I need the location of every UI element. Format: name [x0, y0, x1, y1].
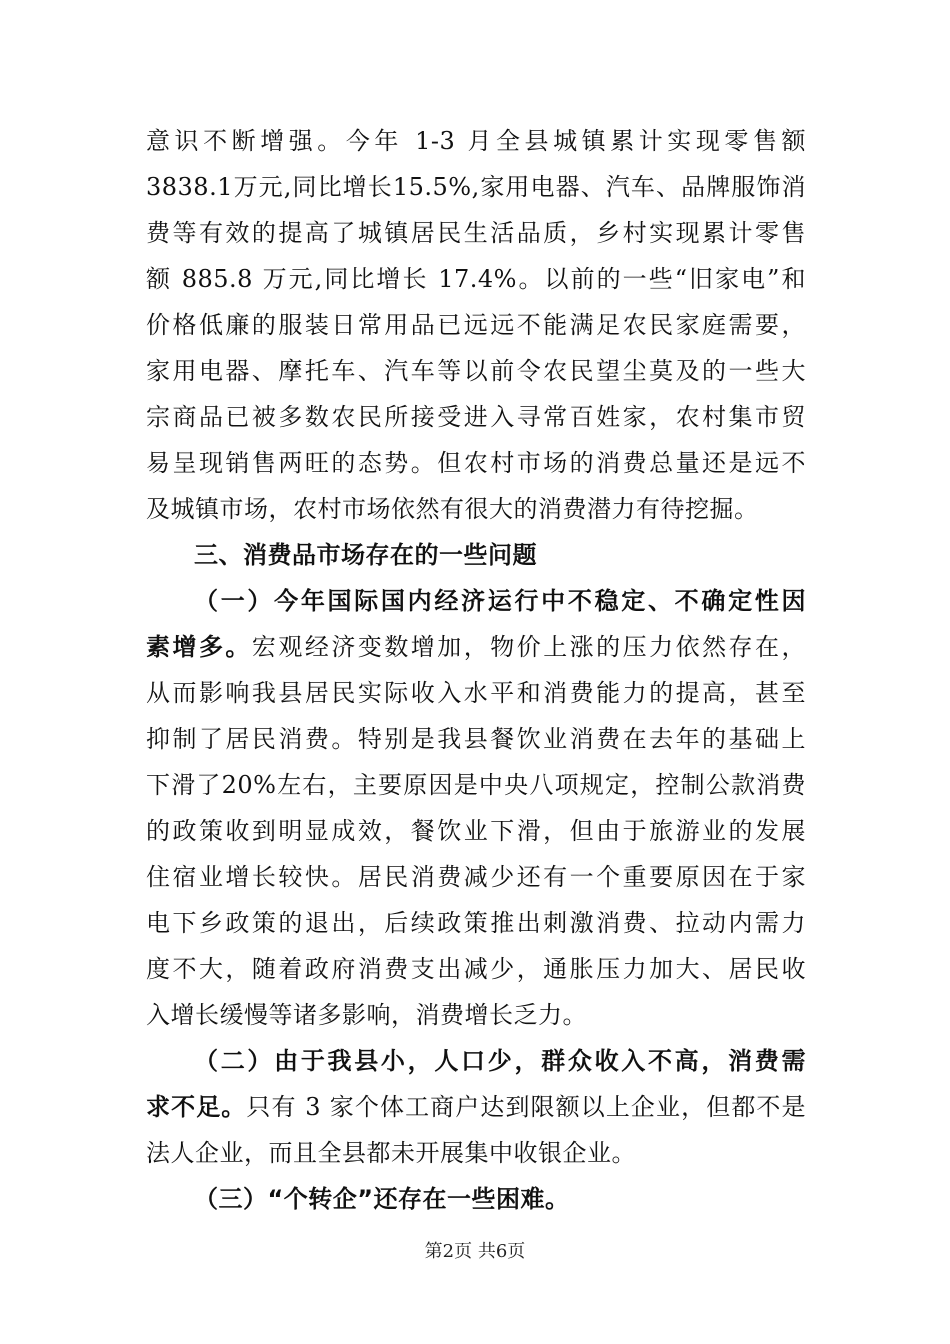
subheading-1-end: 素增多。 [146, 633, 252, 661]
paragraph-line: 度不大，随着政府消费支出减少，通胀压力加大、居民收 [146, 955, 806, 983]
page-number-footer: 第2页 共6页 [424, 1241, 526, 1262]
subheading-3: （三）“个转企”还存在一些困难。 [194, 1185, 570, 1213]
paragraph-line: 的政策收到明显成效，餐饮业下滑，但由于旅游业的发展 [146, 817, 806, 845]
paragraph-line [146, 1084, 806, 1130]
subheading-2: （二）由于我县小，人口少，群众收入不高，消费需 [194, 1047, 806, 1075]
paragraph-line: 下滑了20%左右，主要原因是中央八项规定，控制公款消费 [146, 771, 806, 799]
paragraph-line: 意识不断增强。今年 1-3 月全县城镇累计实现零售额 [146, 127, 806, 155]
paragraph-text: 只有 3 家个体工商户达到限额以上企业，但都不是 [246, 1093, 807, 1121]
paragraph-line: 额 885.8 万元,同比增长 17.4%。以前的一些“旧家电”和 [146, 265, 806, 293]
paragraph-line: 及城镇市场，农村市场依然有很大的消费潜力有待挖掘。 [146, 495, 759, 523]
subheading-2-end: 求不足。 [146, 1093, 247, 1121]
paragraph-line: 入增长缓慢等诸多影响，消费增长乏力。 [146, 1001, 587, 1029]
subheading-1: （一）今年国际国内经济运行中不稳定、不确定性因 [194, 587, 806, 615]
paragraph-line: 电下乡政策的退出，后续政策推出刺激消费、拉动内需力 [146, 909, 806, 937]
paragraph-line: 3838.1万元,同比增长15.5%,家用电器、汽车、品牌服饰消 [146, 173, 806, 201]
paragraph-line: 宗商品已被多数农民所接受进入寻常百姓家，农村集市贸 [146, 403, 806, 431]
section-heading: 三、消费品市场存在的一些问题 [194, 541, 537, 569]
paragraph-line [146, 624, 806, 670]
paragraph-line: 价格低廉的服装日常用品已远远不能满足农民家庭需要， [146, 311, 806, 339]
paragraph-line: 抑制了居民消费。特别是我县餐饮业消费在去年的基础上 [146, 725, 806, 753]
paragraph-text: 宏观经济变数增加，物价上涨的压力依然存在， [251, 633, 807, 661]
paragraph-line: 住宿业增长较快。居民消费减少还有一个重要原因在于家 [146, 863, 806, 891]
paragraph-line: 家用电器、摩托车、汽车等以前令农民望尘莫及的一些大 [146, 357, 806, 385]
paragraph-line: 法人企业，而且全县都未开展集中收银企业。 [146, 1139, 636, 1167]
paragraph-line: 易呈现销售两旺的态势。但农村市场的消费总量还是远不 [146, 449, 806, 477]
paragraph-line: 从而影响我县居民实际收入水平和消费能力的提高，甚至 [146, 679, 806, 707]
paragraph-line: 费等有效的提高了城镇居民生活品质，乡村实现累计零售 [146, 219, 806, 247]
document-body [146, 118, 806, 1222]
